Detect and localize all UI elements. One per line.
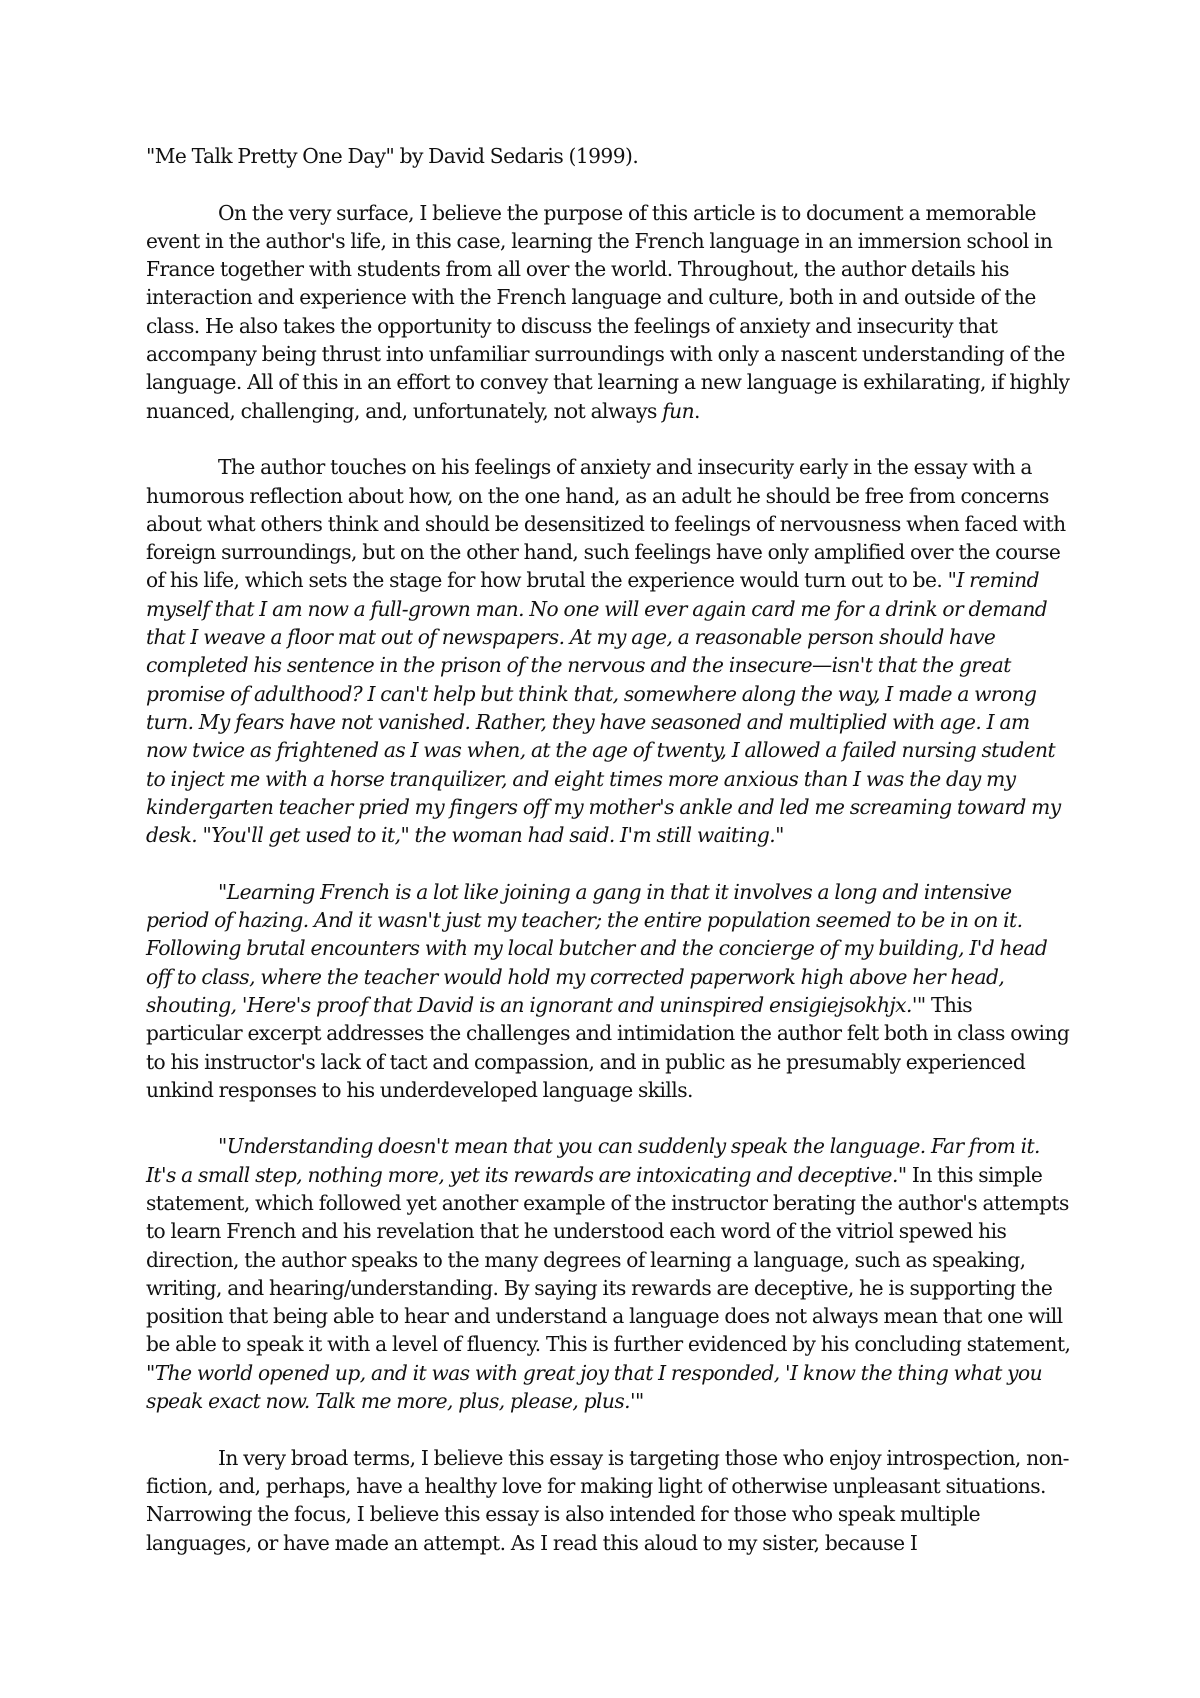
paragraph-2-quote: "I remind myself that I am now a full-grown man. No one will ever again card me for a drink or demand that I weave a floor mat out of newspapers. At my age, a reasonable person should have completed his sentence in the prison of the nervous and the insecure—isn't that the great promise of adulthood? I can't help but think that, somewhere along the way, I made a wrong turn. My fears have not vanished. Rather, they have seasoned and multiplied with age. I am now twice as frightened as I was when, at the age of twenty, I allowed a failed nursing student to inject me with a horse tranquilizer, and eight times more anxious than I was the day my kindergarten teacher pried my fingers off my mother's ankle and led me screaming toward my desk. "You'll get used to it," the woman had said. I'm still waiting." [146,568,1061,848]
paragraph-1-end: . [694,398,700,423]
paragraph-3 [146,878,1071,1104]
paragraph-1 [146,199,1071,425]
paragraph-4-closing-quote: "The world opened up, and it was with great joy that I responded, 'I know the thing what you speak exact now. Talk me more, plus, please, plus.'" [146,1360,1043,1414]
paragraph-3-text: This particular excerpt addresses the challenges and intimidation the author felt both in class owing to his instructor's lack of tact and compassion, and in public as he presumably experienced unkind responses to his underdeveloped language skills. [146,992,1070,1102]
paragraph-2-text: The author touches on his feelings of anxiety and insecurity early in the essay with a humorous reflection about how, on the one hand, as an adult he should be free from concerns about what others think and should be desensitized to feelings of nervousness when faced with foreign surroundings, but on the other hand, such feelings have only amplified over the course of his life, which sets the stage for how brutal the experience would turn out to be. [146,455,1066,593]
paragraph-4-text: In this simple statement, which followed yet another example of the instructor berating the author's attempts to learn French and his revelation that he understood each word of the vitriol spewed his direction, the author speaks to the many degrees of learning a language, such as speaking, writing, and hearing/understanding. By saying its rewards are deceptive, he is supporting the position that being able to hear and understand a language does not always mean that one will be able to speak it with a level of fluency. This is further evidenced by his concluding statement, [146,1162,1071,1357]
document-page [146,142,1071,1557]
paragraph-4 [146,1132,1071,1415]
paragraph-5 [146,1444,1071,1557]
paragraph-1-text: On the very surface, I believe the purpose of this article is to document a memorable event in the author's life, in this case, learning the French language in an immersion school in France together with students from all over the world. Throughout, the author details his interaction and experience with the French language and culture, both in and outside of the class. He also takes the opportunity to discuss the feelings of anxiety and insecurity that accompany being thrust into unfamiliar surroundings with only a nascent understanding of the language. All of this in an effort to convey that learning a new language is exhilarating, if highly nuanced, challenging, and, unfortunately, not always [146,200,1070,423]
document-title: "Me Talk Pretty One Day" by David Sedaris (1999). [146,144,639,168]
paragraph-5-text: In very broad terms, I believe this essay is targeting those who enjoy introspection, non-fiction, and, perhaps, have a healthy love for making light of otherwise unpleasant situations. Narrowing the focus, I believe this essay is also intended for those who speak multiple languages, or have made an attempt. As I read this aloud to my sister, because I [146,1445,1069,1555]
paragraph-4-quote: "Understanding doesn't mean that you can suddenly speak the language. Far from it. It's a small step, nothing more, yet its rewards are intoxicating and deceptive." [146,1134,1040,1187]
paragraph-3-quote: "Learning French is a lot like joining a gang in that it involves a long and intensive period of hazing. And it wasn't just my teacher; the entire population seemed to be in on it. Following brutal encounters with my local butcher and the concierge of my building, I'd head off to class, where the teacher would hold my corrected paperwork high above her head, shouting, 'Here's proof that David is an ignorant and uninspired ensigiejsokhjx.'" [146,879,1048,1017]
paragraph-2 [146,453,1071,849]
paragraph-1-emphasis: fun [662,398,695,423]
